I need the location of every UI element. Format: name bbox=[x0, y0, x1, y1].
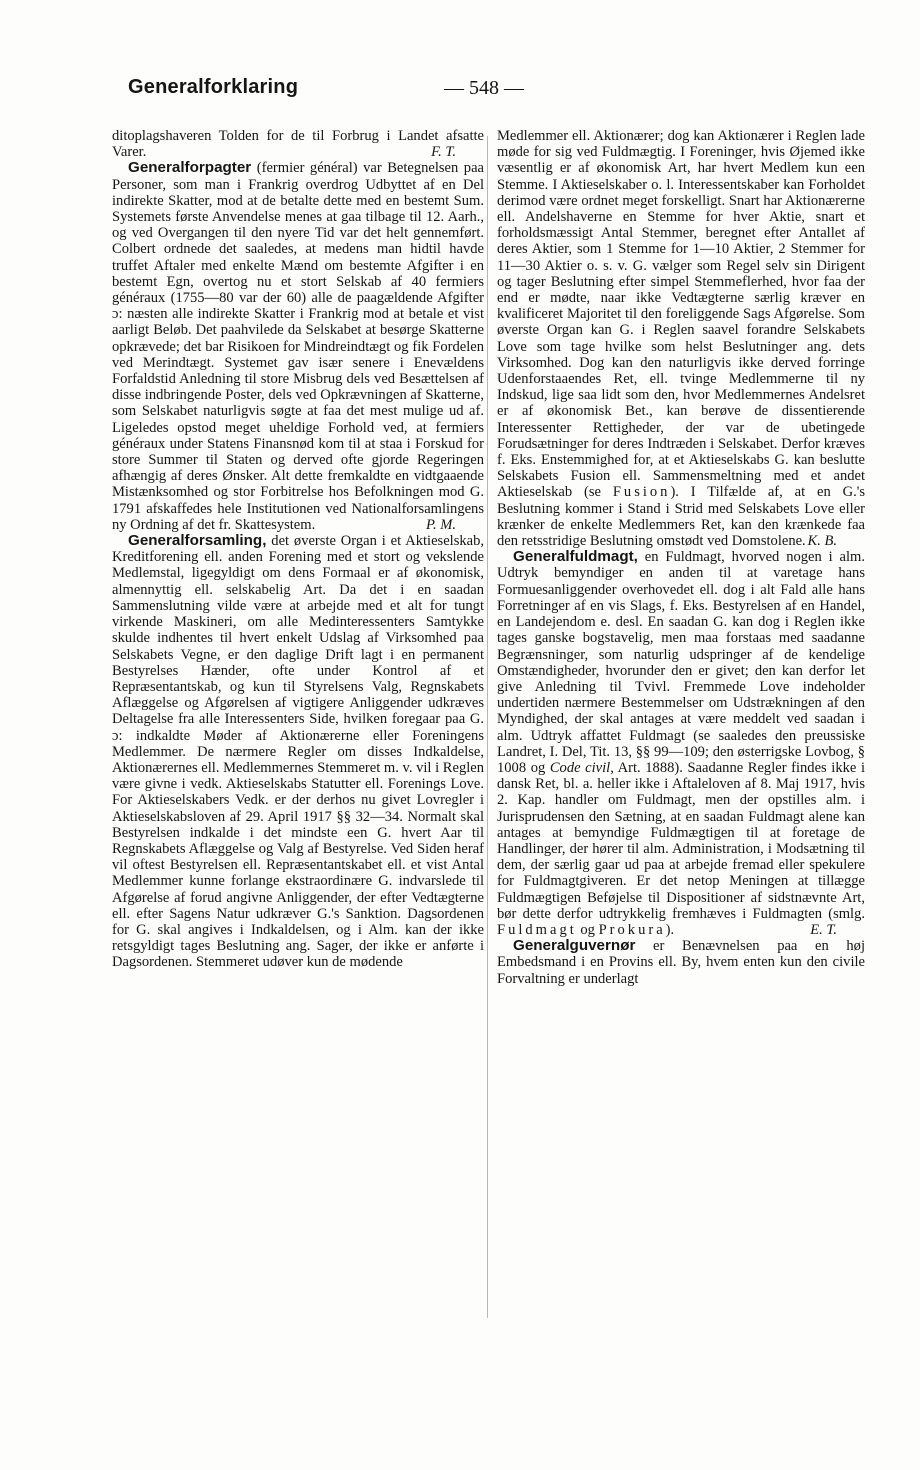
right-column bbox=[497, 128, 865, 987]
entry-text: (fermier général) var Betegnelsen paa Personer, som man i Frankrig overdrog Udbyttet af en Del indirekte Skatter, mod at de betalte dette med en bestemt Sum. Systemets første Anvendelse menes at gaa tilbage til 12. Aarh., og ved Overgangen til den nyere Tid var det helt gennemført. Colbert ordnede det saaledes, at medens man hidtil havde truffet Aftaler med enkelte Mænd om bestemte Afgifter i en bestemt Egn, overtog nu et stort Selskab af 40 fermiers généraux (1755—80 var der 60) alle de paagældende Afgifter ɔ: næsten alle indirekte Skatter i Frankrig mod at betale et vist aarligt Beløb. Det paahvilede da Selskabet at besørge Skatterne opkrævede; det bar Risikoen for Mindreindtægt og fik Fordelen ved Merindtægt. Systemet gav især senere i Enevældens Forfaldstid Anledning til store Misbrug dels ved Besættelsen af disse indbringende Poster, dels ved Opkrævningen af Skatterne, som Selskabet naturligvis søgte at faa det mest mulige ud af. Ligeledes opstod meget uheldige Forhold ved, at fermiers généraux under Statens Finansnød kom til at staa i Forskud for store Summer til Staten og derved ofte gjorde Regeringen afhængig af deres Ønsker. Alt dette fremkaldte en vidtgaaende Mistænksomhed og stor Forbitrelse hos Befolkningen mod G. 1791 afskaffedes hele Institutionen ved Nationalforsamlingens ny Ordning af det fr. Skattesystem. bbox=[112, 160, 484, 533]
entry-headword: Generalfuldmagt, bbox=[513, 548, 638, 566]
author-signature: K. B. bbox=[807, 533, 837, 550]
entry-text: er Benævnelsen paa en høj Embedsmand i en Provins ell. By, hvem enten kun den civile Forvaltning er underlagt bbox=[497, 938, 865, 987]
entry-headword: Generalforpagter bbox=[128, 159, 252, 177]
author-signature: P. M. bbox=[425, 516, 456, 533]
code-civil-reference: Code civil, bbox=[549, 759, 614, 776]
entry-text: ditoplagshaveren Tolden for de til Forbrug i Landet afsatte Varer. bbox=[112, 128, 484, 161]
author-signature: E. T. bbox=[810, 921, 837, 938]
page-number: — 548 — bbox=[444, 77, 524, 99]
entry-text: en Fuldmagt, hvorved nogen i alm. Udtryk bemyndiger en anden til at varetage hans Formuesanliggender overhovedet ell. dog i alt Fald alle hans Forretninger af en vis Slags, f. Eks. Bestyrelsen af en Handel, en Landejendom e. desl. En saadan G. kan dog i Reglen ikke tages ganske bogstavelig, men maa forstaas med saadanne Begrænsninger, som naturlig udspringer af de kendelige Omstændigheder, hvorunder den er givet; den kan derfor let give Anledning til Tvivl. Fremmede Love indeholder undertiden nærmere Bestemmelser om Udstrækningen af den Myndighed, der skal antages at være meddelt ved saadan i alm. Udtryk affattet Fuldmagt (se saaledes den preussiske Landret, I. Del, Tit. 13, §§ 99—109; den østerrigske Lovbog, § 1008 og bbox=[497, 549, 865, 776]
entry-text: Medlemmer ell. Aktionærer; dog kan Aktionærer i Reglen lade møde for sig ved Fuldmægtig. I Foreninger, hvis Øjemed ikke væsentlig er af økonomisk Art, har hvert Medlem kun een Stemme. I Aktieselskaber o. l. Interessentskaber kan Forholdet derimod være ordnet meget forskelligt. Snart har Aktionærerne ell. Andelshaverne en Stemme for hver Aktie, snart et forholdsmæssigt Antal Stemmer, beregnet efter Antallet af deres Aktier, som 1 Stemme for 1—10 Aktier, 2 Stemmer for 11—30 Aktier o. s. v. G. vælger som Regel selv sin Dirigent og tager Beslutning efter simpel Stemmeflerhed, hvor faa der end er mødte, naar ikke Vedtægterne særlig kræver en kvalificeret Majoritet til den foreliggende Sags Afgørelse. Som øverste Organ kan G. i Reglen saavel forandre Selskabets Love som tage hvilke som helst Beslutninger ang. dets Virksomhed. Dog kan den naturligvis ikke derved forringe Udenforstaaendes Ret, ell. tvinge Medlemmerne til ny Indskud, lige saa lidt som den, hvor Medlemmernes Andelsret er af økonomisk Bet., kan berøve de dissentierende Interessenter Rettigheder, der var de ubetingede Forudsætninger for deres Indtræden i Selskabet. Derfor kræves f. Eks. Enstemmighed for, at et Aktieselskabs G. kan beslutte Selskabets Fusion ell. Sammensmeltning med et andet Aktieselskab (se bbox=[497, 128, 865, 501]
entry-generalfuldmagt bbox=[497, 549, 865, 938]
running-head: Generalforklaring bbox=[128, 76, 299, 98]
entry-text: ). I Tilfælde af, at en G.'s Beslutning kommer i Stand i Strid med Selskabets Love eller krænker de enkelte Medlemmers Ret, kan den krænkede faa den retsstridige Beslutning omstødt ved Domstolene. bbox=[497, 484, 866, 550]
entry-generalforsamling bbox=[112, 533, 484, 970]
entry-text: ). bbox=[665, 921, 675, 938]
page-header bbox=[128, 76, 818, 104]
entry-continuation bbox=[497, 128, 865, 549]
left-column bbox=[112, 128, 484, 971]
entry-generalforpagter bbox=[112, 160, 484, 533]
entry-headword: Generalforsamling, bbox=[128, 532, 267, 550]
cross-reference: Fuldmagt bbox=[497, 921, 577, 938]
author-signature: F. T. bbox=[431, 144, 456, 161]
column-divider bbox=[487, 136, 488, 1318]
entry-generalguvernor bbox=[497, 938, 865, 987]
entry-text: Art. 1888). Saadanne Regler findes ikke i dansk Ret, bl. a. heller ikke i Aftaleloven af 8. Maj 1917, hvis 2. Kap. handler om Fuldmagt, men der opstilles alm. i Jurisprudensen den Sætning, at en saadan Fuldmagt alene kan antages at bemyndige Fuldmægtigen til at foretage de Handlinger, der hører til alm. Administration, i Modsætning til dem, der særlig gaar ud paa at arbejde fremad eller spekulere for Fuldmagtgiveren. Er det netop Meningen at tillægge Fuldmægtigen Beføjelse til Dispositioner af sidstnævnte Art, bør dette derfor udtrykkelig fremhæves i Fuldmagten (smlg. bbox=[497, 759, 865, 922]
entry-headword: Generalguvernør bbox=[513, 937, 636, 955]
cross-reference: Fusion bbox=[612, 484, 671, 501]
conjunction: og bbox=[580, 921, 595, 938]
entry-continuation bbox=[112, 128, 484, 160]
entry-text: det øverste Organ i et Aktieselskab, Kreditforening ell. anden Forening med et stort og vekslende Medlemstal, ligegyldigt om dens Formaal er af økonomisk, almennyttig ell. selskabelig Art. Da det i en saadan Sammenslutning vilde være at arbejde med et alt for tungt virkende Maskineri, om alle Medinteressenters Samtykke skulde indhentes til hvert enkelt Udslag af Virksomhed paa Selskabets Vegne, er den daglige Drift lagt i en permanent Bestyrelses Hænder, ofte under Kontrol af et Repræsentantskab, og kun til Styrelsens Valg, Regnskabets Aflæggelse og Afgørelsen af vigtigere Anliggender udkræves Deltagelse fra alle Interessenters Side, hvilken foregaar paa G. ɔ: indkaldte Møder af Aktionærerne eller Foreningens Medlemmer. De nærmere Regler om disses Indkaldelse, Aktionærernes ell. Medlemmernes Stemmeret m. v. vil i Reglen være givne i vedk. Aktieselskabs Statutter ell. Forenings Love. For Aktieselskabers Vedk. er der derhos nu givet Lovregler i Aktieselskabsloven af 29. April 1917 §§ 32—34. Normalt skal Bestyrelsen indkalde i det mindste een G. hvert Aar til Regnskabets Aflæggelse og Valg af Bestyrelse. Ved Siden heraf vil oftest Bestyrelsen ell. Repræsentantskabet ell. et vist Antal Medlemmer kunne forlange ekstraordinære G. indvarslede til Afgørelse af forud angivne Anliggender, der efter Vedtægterne ell. efter Sagens Natur udkræver G.'s Sanktion. Dagsordenen for G. skal angives i Indkaldelsen, og i Alm. kan der ikke retsgyldigt tages Beslutning ang. Sager, der ikke er anførte i Dagsordenen. Stemmeret udøver kun de mødende bbox=[112, 533, 484, 971]
cross-reference: Prokura bbox=[598, 921, 666, 938]
